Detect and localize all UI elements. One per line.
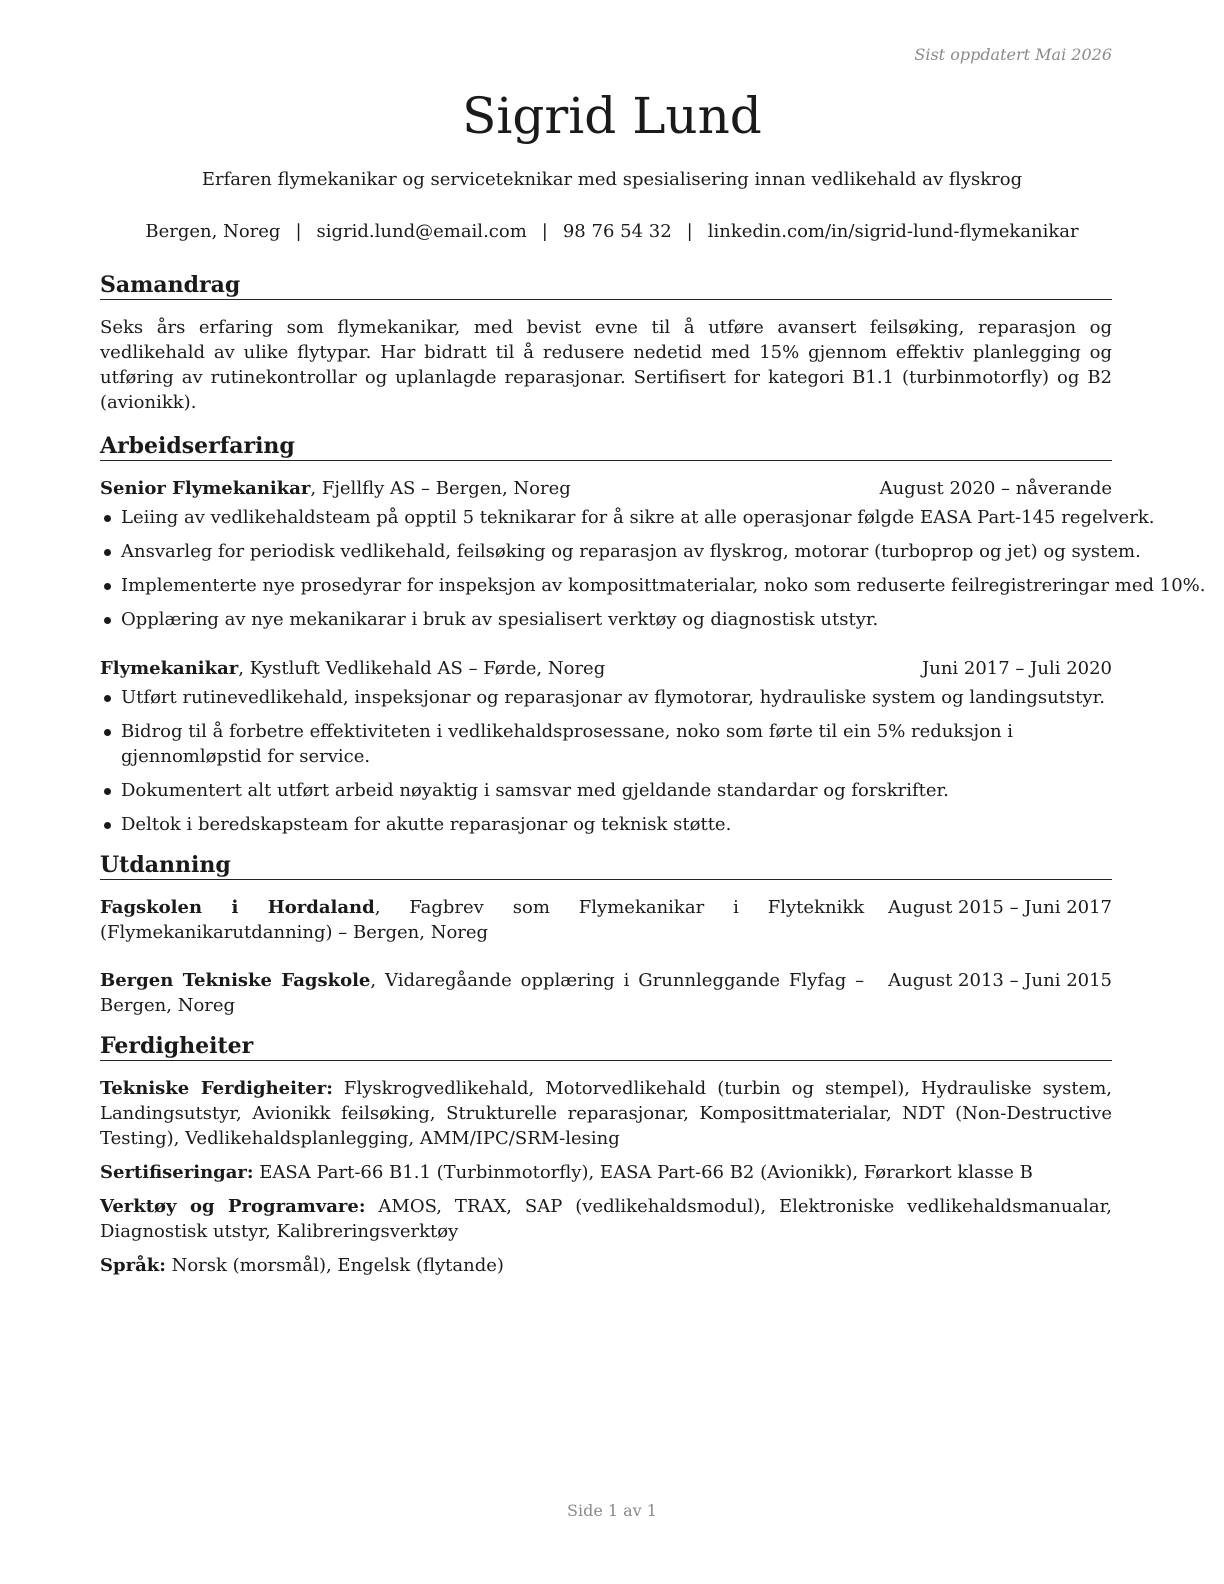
contact-linkedin[interactable]: linkedin.com/in/sigrid-lund-flymekanikar [707, 221, 1079, 242]
tagline: Erfaren flymekanikar og serviceteknikar med spesialisering innan vedlikehald av flyskrog [201, 169, 1023, 190]
skill-text: AMOS, TRAX, SAP (vedlikehaldsmodul), Elektroniske vedlikehaldsmanualar, Diagnostisk utstyr, Kalibreringsverktøy [100, 1196, 1112, 1242]
skills-section [100, 1032, 1112, 1278]
job-bullet: Implementerte nye prosedyrar for inspeksjon av komposittmaterialar, noko som reduserte feilregistreringar med 10%. [100, 573, 1112, 598]
contact-separator: | [295, 221, 302, 242]
skill-label: Tekniske Ferdigheiter: [100, 1078, 333, 1099]
education-detail: , Vidaregåande opplæring i Grunnleggande Flyfag – Bergen, Noreg [100, 970, 865, 1016]
job-bullet: Deltok i beredskapsteam for akutte reparasjonar og teknisk støtte. [100, 812, 1112, 837]
last-updated: Sist oppdatert Mai 2026 [914, 45, 1112, 64]
education-section [100, 851, 1112, 1018]
summary-text: Seks års erfaring som flymekanikar, med bevist evne til å utføre avansert feilsøking, reparasjon og vedlikehald av ulike flytypar. Har bidratt til å redusere nedetid med 15% gjennom effektiv planlegging og utføring av rutinekontrollar og uplanlagde reparasjonar. Sertifisert for kategori B1.1 (turbinmotorfly) og B2 (avionikk). [100, 317, 1112, 413]
skill-line [100, 1076, 1112, 1151]
job-header [100, 476, 1112, 501]
education-detail: , Fagbrev som Flymekanikar i Flyteknikk (Flymekanikarutdanning) – Bergen, Noreg [100, 897, 865, 943]
job-header [100, 656, 1112, 681]
job-entry [100, 656, 1112, 837]
contact-phone: 98 76 54 32 [562, 221, 672, 242]
school-name: Fagskolen i Hordaland [100, 897, 375, 918]
page-number: Side 1 av 1 [567, 1501, 657, 1520]
section-title-summary: Samandrag [100, 271, 1112, 300]
job-title-line [100, 476, 880, 501]
section-title-education: Utdanning [100, 851, 1112, 880]
education-text [100, 895, 888, 945]
person-name: Sigrid Lund [462, 87, 762, 145]
skill-label: Språk: [100, 1255, 166, 1276]
skill-text: EASA Part-66 B1.1 (Turbinmotorfly), EASA Part-66 B2 (Avionikk), Førarkort klasse B [253, 1162, 1033, 1183]
summary-section [100, 271, 1112, 415]
job-bullet: Dokumentert alt utført arbeid nøyaktig i samsvar med gjeldande standardar og forskrifter. [100, 778, 1112, 803]
experience-section [100, 432, 1206, 837]
job-entry [100, 476, 1206, 632]
job-bullets [100, 685, 1112, 837]
section-title-skills: Ferdigheiter [100, 1032, 1112, 1061]
skill-line [100, 1194, 1112, 1244]
job-role: Flymekanikar [100, 658, 239, 679]
education-dates: August 2013 – Juni 2015 [888, 970, 1112, 991]
job-org: , Kystluft Vedlikehald AS – Førde, Noreg [238, 658, 606, 679]
contact-location: Bergen, Noreg [145, 221, 281, 242]
job-bullet: Opplæring av nye mekanikarar i bruk av spesialisert verktøy og diagnostisk utstyr. [100, 607, 1112, 632]
education-entry [100, 968, 1112, 1018]
skill-line [100, 1253, 1112, 1278]
skill-line [100, 1160, 1112, 1185]
contact-email[interactable]: sigrid.lund@email.com [316, 221, 527, 242]
skill-text: Norsk (morsmål), Engelsk (flytande) [165, 1255, 504, 1276]
skill-label: Verktøy og Programvare: [100, 1196, 366, 1217]
contact-separator: | [541, 221, 548, 242]
job-org: , Fjellfly AS – Bergen, Noreg [310, 478, 571, 499]
job-bullet: Leiing av vedlikehaldsteam på opptil 5 teknikarar for å sikre at alle operasjonar følgde EASA Part-145 regelverk. [100, 505, 1112, 530]
skill-text: Flyskrogvedlikehald, Motorvedlikehald (turbin og stempel), Hydrauliske system, Landingsutstyr, Avionikk feilsøking, Strukturelle reparasjonar, Komposittmaterialar, NDT (Non-Destructive Testing), Vedlikehaldsplanlegging, AMM/IPC/SRM-lesing [100, 1078, 1113, 1149]
job-bullets [100, 505, 1206, 632]
job-dates: August 2020 – nåverande [879, 478, 1112, 499]
job-title-line [100, 656, 922, 681]
education-dates: August 2015 – Juni 2017 [888, 897, 1112, 918]
job-bullet: Utført rutinevedlikehald, inspeksjonar og reparasjonar av flymotorar, hydrauliske system og landingsutstyr. [100, 685, 1112, 710]
school-name: Bergen Tekniske Fagskole [100, 970, 371, 991]
education-text [100, 968, 888, 1018]
job-bullet: Bidrog til å forbetre effektiviteten i vedlikehaldsprosessane, noko som førte til ein 5% reduksjon i gjennomløpstid for service. [100, 719, 1112, 769]
section-title-experience: Arbeidserfaring [100, 432, 1112, 461]
contact-separator: | [686, 221, 693, 242]
job-role: Senior Flymekanikar [100, 478, 311, 499]
education-entry [100, 895, 1112, 945]
resume-body [100, 271, 1206, 1278]
job-bullet: Ansvarleg for periodisk vedlikehald, feilsøking og reparasjon av flyskrog, motorar (turboprop og jet) og system. [100, 539, 1112, 564]
job-dates: Juni 2017 – Juli 2020 [922, 658, 1112, 679]
skill-label: Sertifiseringar: [100, 1162, 254, 1183]
contact-line [0, 219, 1224, 244]
